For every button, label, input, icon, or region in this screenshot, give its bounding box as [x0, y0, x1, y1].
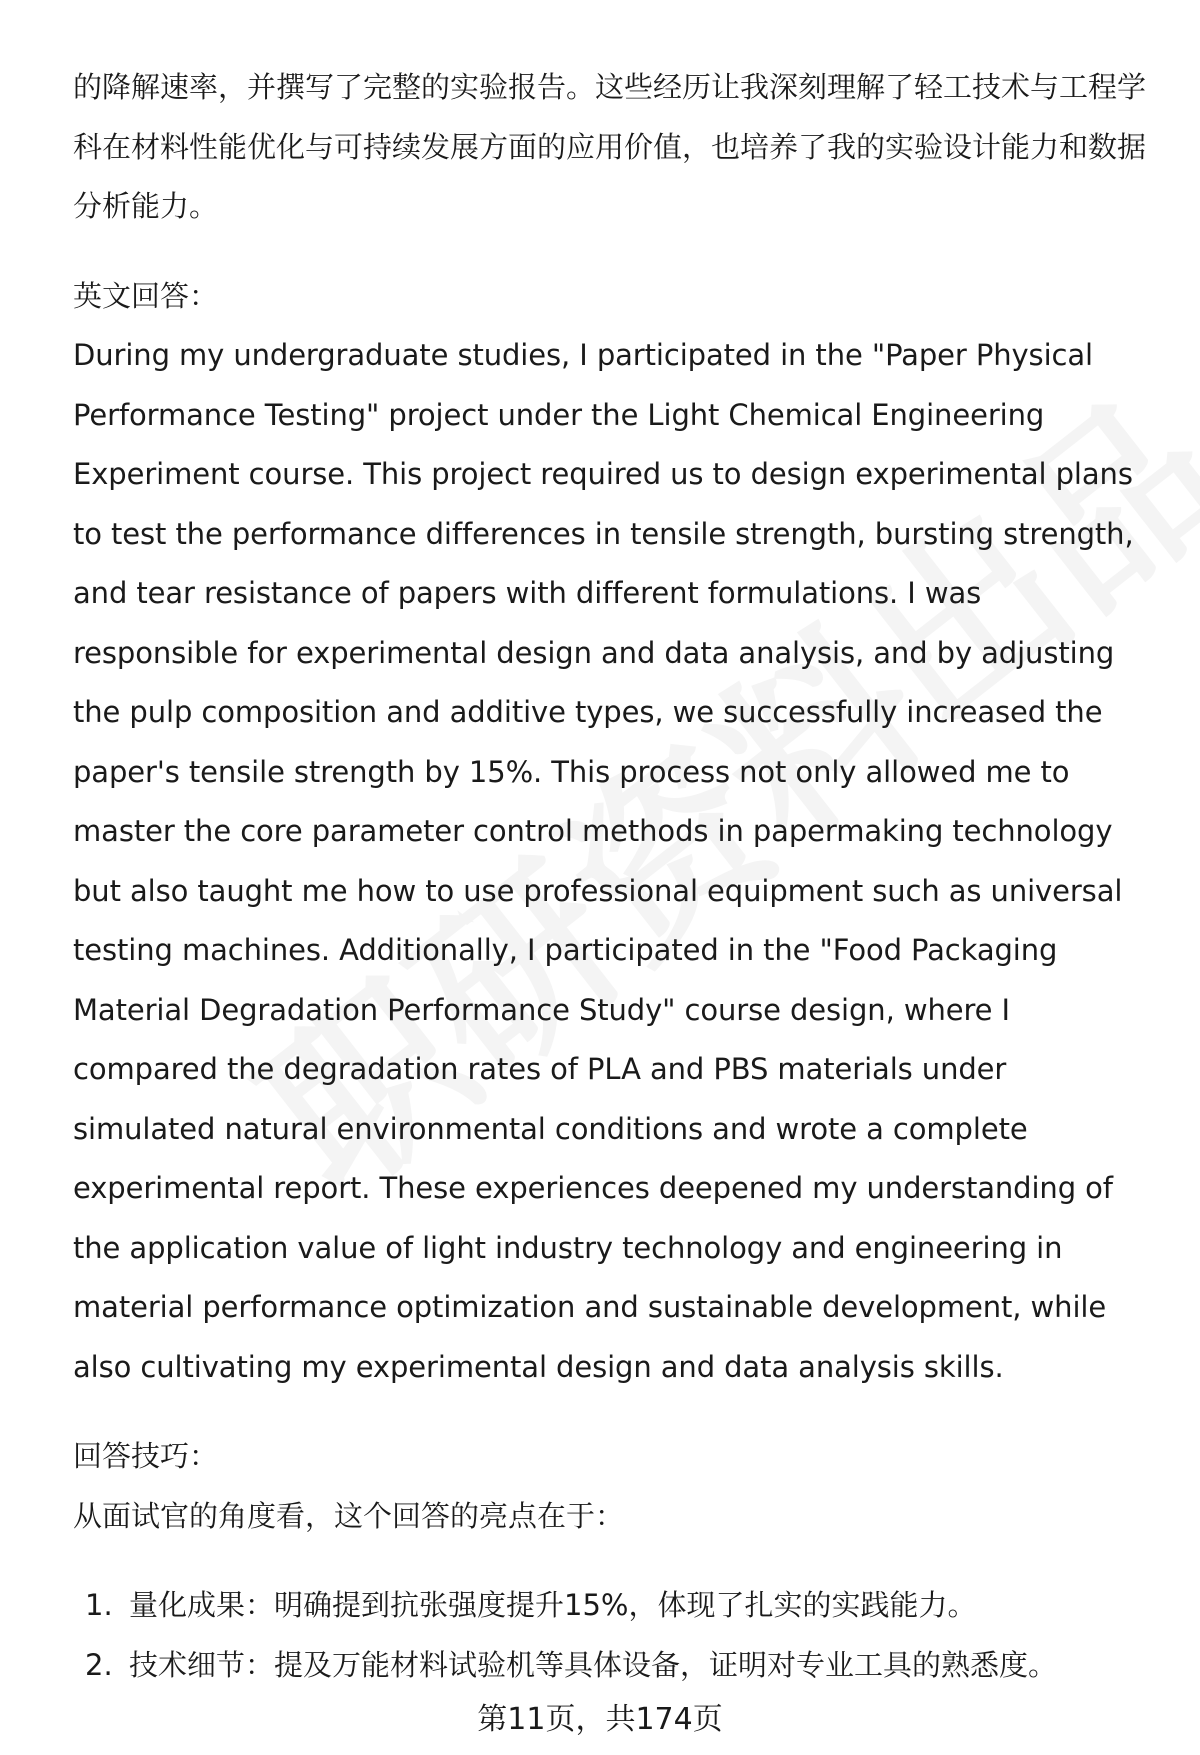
list-item-number: 1. — [85, 1588, 113, 1622]
list-item-number: 2. — [85, 1647, 113, 1682]
english-answer-heading: 英文回答： — [73, 278, 219, 313]
intro-continuation-paragraph: 的降解速率，并撰写了完整的实验报告。这些经历让我深刻理解了轻工技术与工程学科在材料性能优化与可持续发展方面的应用价值，也培养了我的实验设计能力和数据分析能力。 — [73, 70, 1147, 223]
page-number-footer: 第11页，共174页 — [477, 1702, 723, 1737]
english-answer-body: During my undergraduate studies, I participated in the "Paper Physical Performance Testing" project under the Light Chemical Engineering Experiment course. This project required us to design experimental plans to test the performance differences in tensile strength, bursting strength, and tear resistance of papers with different formulations. I was responsible for experimental design and data analysis, and by adjusting the pulp composition and additive types, we successfully increased the paper's tensile strength by 15%. This process not only allowed me to master the core parameter control methods in papermaking technology but also taught me how to use professional equipment such as universal testing machines. Additionally, I participated in the "Food Packaging Material Degradation Performance Study" course design, where I compared the degradation rates of PLA and PBS materials under simulated natural environmental conditions and wrote a complete experimental report. These experiences deepened my understanding of the application value of light industry technology and engineering in material performance optimization and sustainable development, while also cultivating my experimental design and data analysis skills. — [73, 338, 1134, 1384]
tips-intro: 从面试官的角度看，这个回答的亮点在于： — [73, 1498, 625, 1533]
list-item-text: 技术细节：提及万能材料试验机等具体设备，证明对专业工具的熟悉度。 — [129, 1647, 1058, 1682]
list-item-text: 量化成果：明确提到抗张强度提升15%，体现了扎实的实践能力。 — [129, 1588, 977, 1622]
tips-heading: 回答技巧： — [73, 1439, 219, 1473]
tips-list — [73, 1576, 1153, 1695]
list-item — [73, 1636, 1153, 1696]
list-item — [73, 1576, 1153, 1636]
page-content — [73, 58, 1153, 1695]
